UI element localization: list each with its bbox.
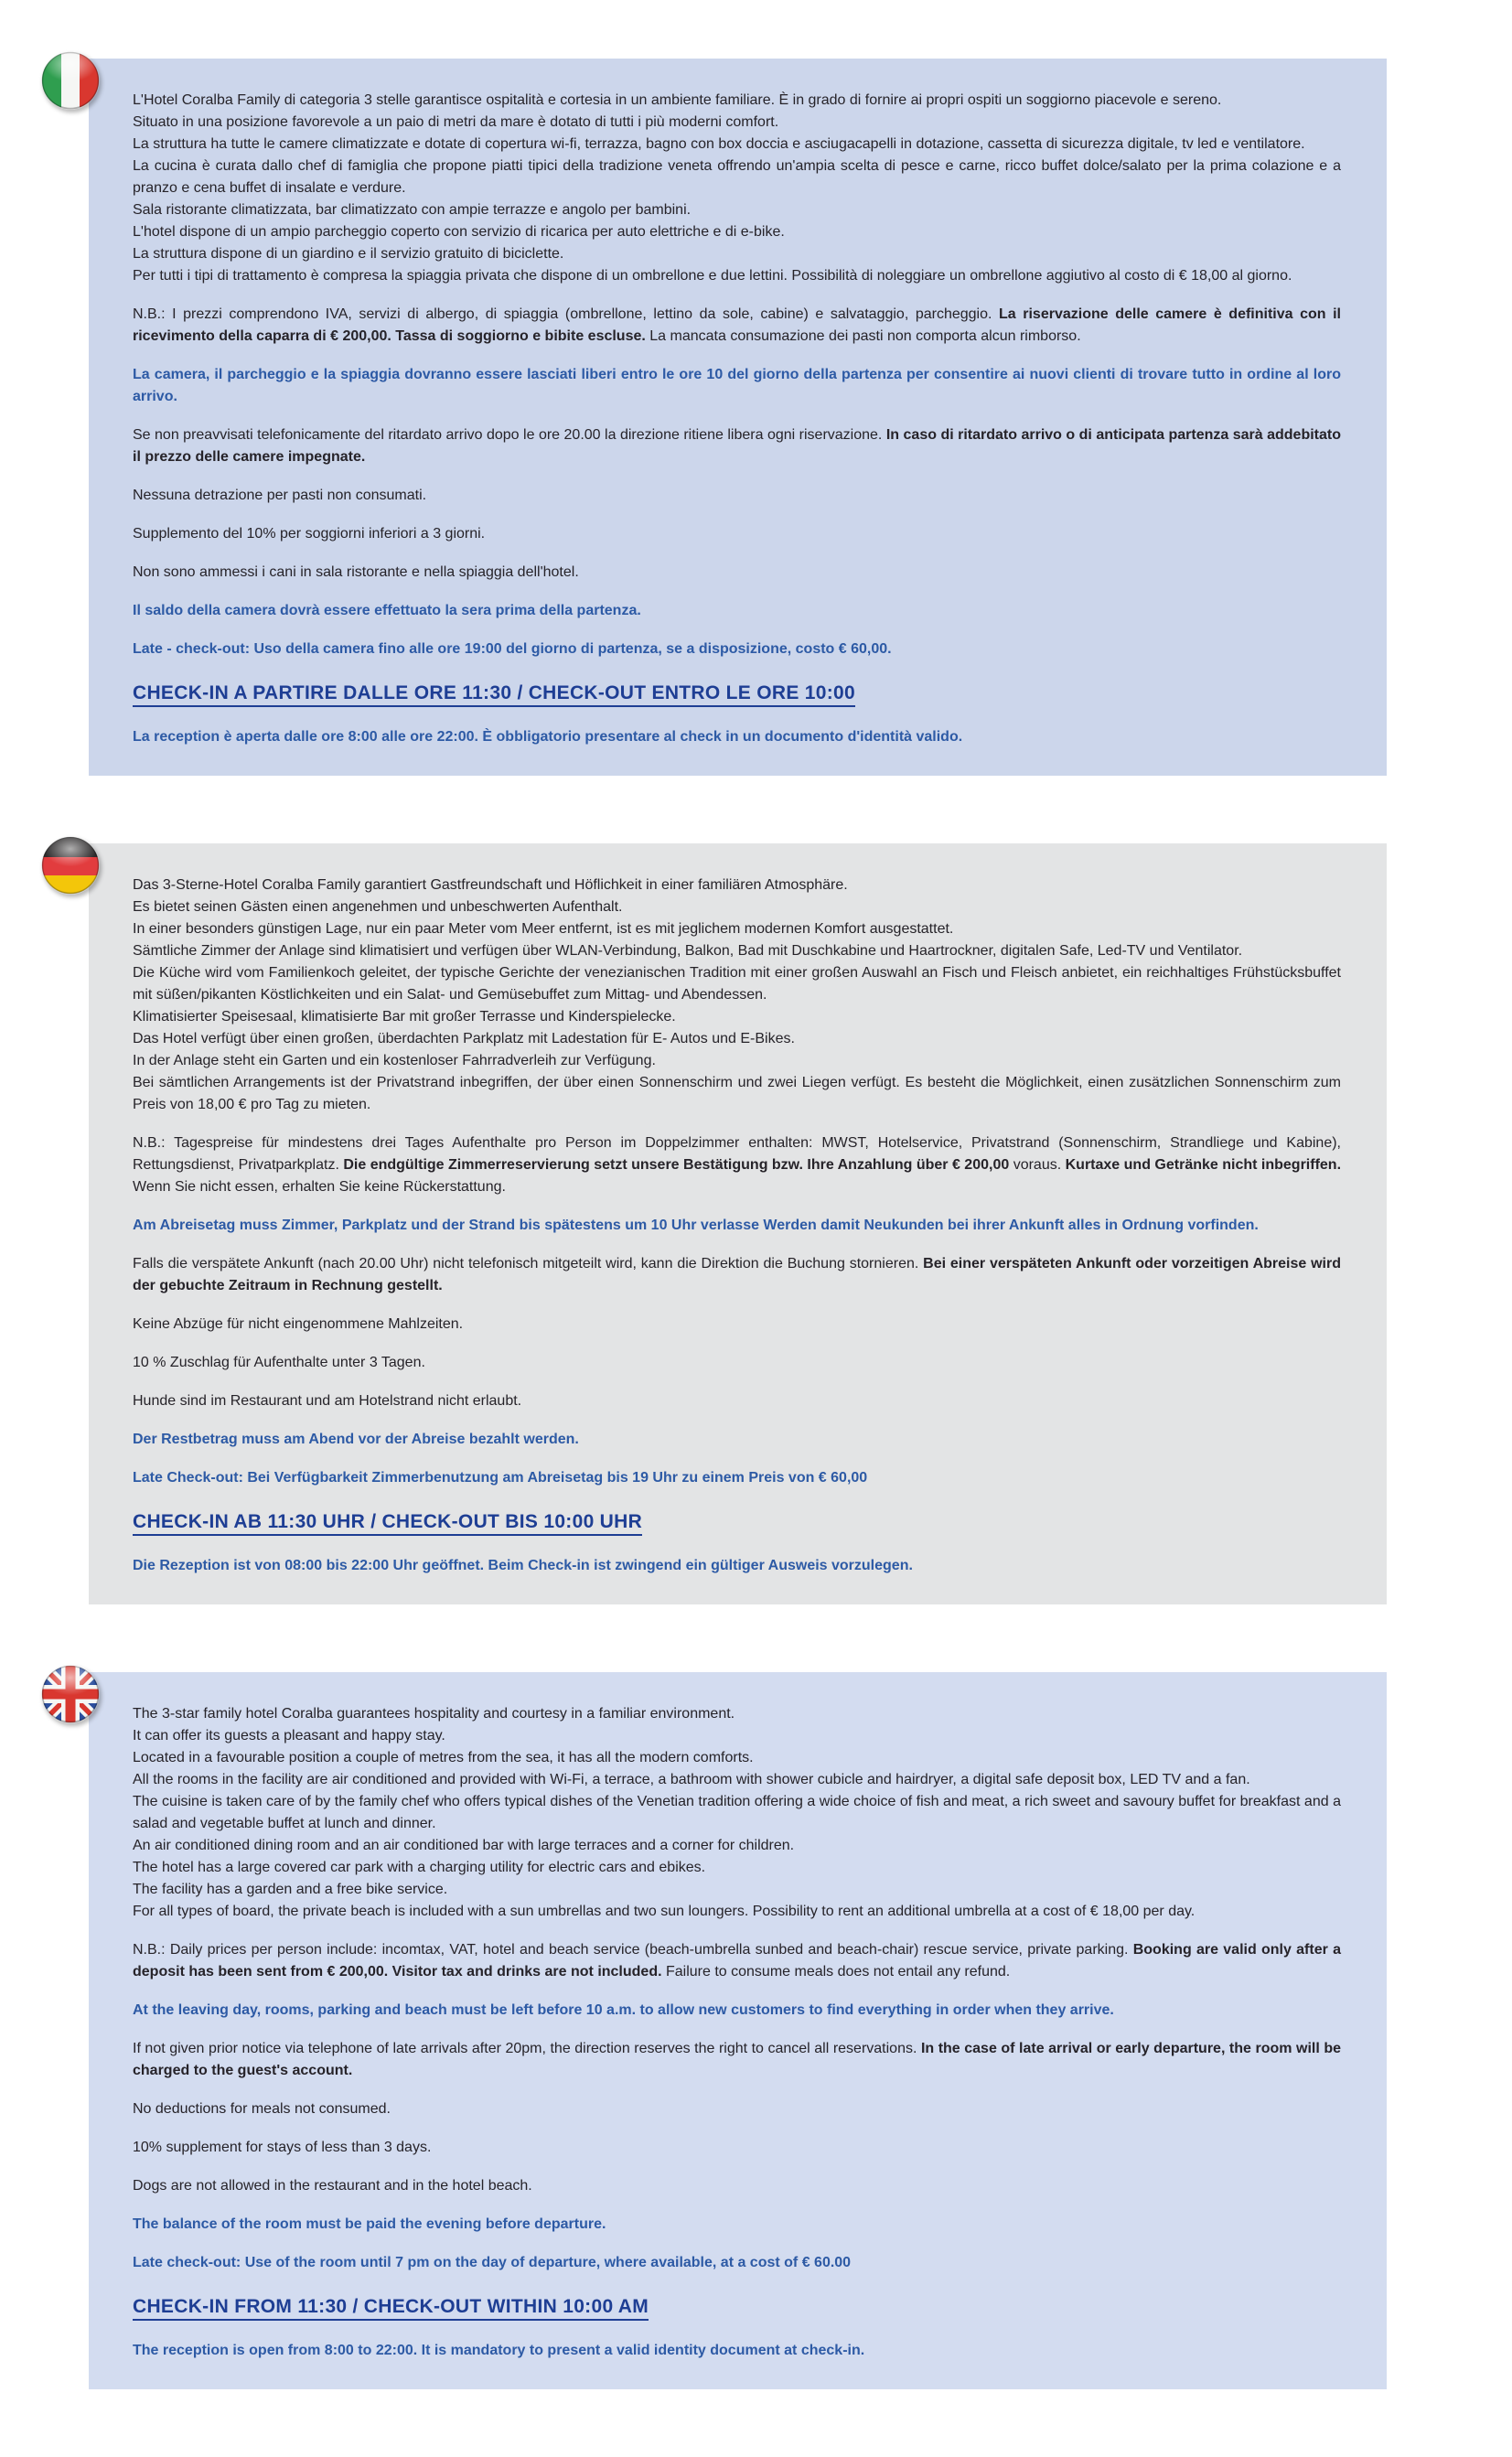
text-line: An air conditioned dining room and an air conditioned bar with large terraces and a corner for children.: [133, 1838, 795, 1853]
paragraph: [133, 2098, 1341, 2120]
notice-paragraph: [133, 1429, 1341, 1451]
notice-paragraph: [133, 2214, 1341, 2236]
text-run: At the leaving day, rooms, parking and beach must be left before 10 a.m. to allow new customers to find everything in order when they arrive.: [133, 2002, 1114, 2018]
section-english: [89, 1672, 1387, 2389]
text-line: The hotel has a large covered car park with a charging utility for electric cars and ebikes.: [133, 1860, 706, 1875]
text-run: N.B.: Daily prices per person include: incomtax, VAT, hotel and beach service (beach-umbrella sunbed and beach-chair) rescue service, private parking.: [133, 1942, 1133, 1958]
text-run: Late Check-out: Bei Verfügbarkeit Zimmerbenutzung am Abreisetag bis 19 Uhr zu einem Preis von € 60,00: [133, 1470, 868, 1486]
text-line: Located in a favourable position a couple of metres from the sea, it has all the modern comforts.: [133, 1750, 754, 1765]
text-line: La struttura ha tutte le camere climatizzate e dotate di copertura wi-fi, terrazza, bagno con box doccia e asciugacapelli in dotazione, cassetta di sicurezza digitale, tv led e ventilatore.: [133, 136, 1305, 152]
text-line: Die Küche wird vom Familienkoch geleitet, der typische Gerichte der venezianischen Tradition mit einer großen Auswahl an Fisch und Fleisch anbietet, ein reichhaltiges Frühstücksbuffet mit süßen/pikanten Köstlichkeiten und ein Salat- und Gemüsebuffet zum Mittag- und Abendessen.: [133, 965, 1341, 1003]
notice-paragraph: [133, 2340, 1341, 2362]
text-line: Sala ristorante climatizzata, bar climatizzato con ampie terrazze e angolo per bambini.: [133, 202, 692, 218]
text-run: voraus.: [1009, 1157, 1066, 1173]
text-line: Das Hotel verfügt über einen großen, überdachten Parkplatz mit Ladestation für E- Autos und E-Bikes.: [133, 1031, 795, 1046]
text-run: CHECK-IN FROM 11:30 / CHECK-OUT WITHIN 10:00 AM: [133, 2296, 649, 2317]
text-run: CHECK-IN A PARTIRE DALLE ORE 11:30 / CHECK-OUT ENTRO LE ORE 10:00: [133, 682, 855, 703]
text-line: All the rooms in the facility are air conditioned and provided with Wi-Fi, a terrace, a bathroom with shower cubicle and hairdryer, a digital safe deposit box, LED TV and a fan.: [133, 1772, 1250, 1787]
text-line: The facility has a garden and a free bike service.: [133, 1882, 448, 1897]
text-run: 10 % Zuschlag für Aufenthalte unter 3 Tagen.: [133, 1355, 425, 1370]
text-run: La mancata consumazione dei pasti non comporta alcun rimborso.: [645, 328, 1081, 344]
notice-paragraph: [133, 2000, 1341, 2022]
text-line: It can offer its guests a pleasant and happy stay.: [133, 1728, 445, 1744]
text-line: Es bietet seinen Gästen einen angenehmen und unbeschwerten Aufenthalt.: [133, 899, 623, 915]
text-line: Situato in una posizione favorevole a un paio di metri da mare è dotato di tutti i più moderni comfort.: [133, 114, 779, 130]
text-run: Late - check-out: Uso della camera fino alle ore 19:00 del giorno di partenza, se a disposizione, costo € 60,00.: [133, 641, 892, 657]
text-line: La struttura dispone di un giardino e il servizio gratuito di biciclette.: [133, 246, 564, 262]
text-run: Non sono ammessi i cani in sala ristorante e nella spiaggia dell'hotel.: [133, 564, 579, 580]
text-run: Die Rezeption ist von 08:00 bis 22:00 Uhr geöffnet. Beim Check-in ist zwingend ein gültiger Ausweis vorzulegen.: [133, 1558, 913, 1573]
paragraph: [133, 523, 1341, 545]
text-run: Se non preavvisati telefonicamente del ritardato arrivo dopo le ore 20.00 la direzione ritiene libera ogni riservazione.: [133, 427, 886, 443]
notice-paragraph: [133, 726, 1341, 748]
paragraph: [133, 2137, 1341, 2159]
text-run: N.B.: Tagespreise für mindestens drei Tages Aufenthalte pro Person im Doppelzimmer enthalten: MWST, Hotelservice, Privatstrand (Sonnenschirm, Strandliege und Kabine), Rettungsdienst, Privatparkplatz.: [133, 1135, 1341, 1173]
text-run: Falls die verspätete Ankunft (nach 20.00 Uhr) nicht telefonisch mitgeteilt wird, kann die Direktion die Buchung stornieren.: [133, 1256, 924, 1271]
text-run: No deductions for meals not consumed.: [133, 2101, 391, 2117]
text-run: CHECK-IN AB 11:30 UHR / CHECK-OUT BIS 10:00 UHR: [133, 1511, 643, 1532]
text-run: If not given prior notice via telephone of late arrivals after 20pm, the direction reserves the right to cancel all reservations.: [133, 2041, 921, 2056]
text-run: La camera, il parcheggio e la spiaggia dovranno essere lasciati liberi entro le ore 10 del giorno della partenza per consentire ai nuovi clienti di trovare tutto in ordine al loro arrivo.: [133, 367, 1341, 404]
text-run: Der Restbetrag muss am Abend vor der Abreise bezahlt werden.: [133, 1432, 579, 1447]
paragraph: [133, 2038, 1341, 2082]
text-run: Die endgültige Zimmerreservierung setzt unsere Bestätigung bzw. Ihre Anzahlung über € 200,00: [343, 1157, 1010, 1173]
paragraph: [133, 1314, 1341, 1336]
text-run: In caso di ritardato arrivo o di anticipata partenza sarà addebitato il prezzo delle camere impegnate.: [133, 427, 1342, 465]
text-run: Il saldo della camera dovrà essere effettuato la sera prima della partenza.: [133, 603, 641, 618]
text-line: L'Hotel Coralba Family di categoria 3 stelle garantisce ospitalità e cortesia in un ambiente familiare. È in grado di fornire ai propri ospiti un soggiorno piacevole e sereno.: [133, 92, 1222, 108]
text-run: Am Abreisetag muss Zimmer, Parkplatz und der Strand bis spätestens um 10 Uhr verlasse Werden damit Neukunden bei ihrer Ankunft alles in Ordnung vorfinden.: [133, 1218, 1259, 1233]
paragraph: [133, 2175, 1341, 2197]
text-line: La cucina è curata dallo chef di famiglia che propone piatti tipici della tradizione veneta offrendo un'ampia scelta di pesce e carne, ricco buffet dolce/salato per la prima colazione e a pranzo e cena buffet di insalate e verdure.: [133, 158, 1341, 196]
text-run: La reception è aperta dalle ore 8:00 alle ore 22:00. È obbligatorio presentare al check in un documento d'identità valido.: [133, 729, 963, 745]
text-line: Sämtliche Zimmer der Anlage sind klimatisiert und verfügen über WLAN-Verbindung, Balkon, Bad mit Duschkabine und Haartrockner, digitalen Safe, Led-TV und Ventilator.: [133, 943, 1243, 959]
paragraph: [133, 485, 1341, 507]
intro-block: [133, 874, 1341, 1116]
germany-flag-icon: [41, 836, 100, 895]
intro-block: [133, 1703, 1341, 1923]
text-line: For all types of board, the private beach is included with a sun umbrellas and two sun loungers. Possibility to rent an additional umbrella at a cost of € 18,00 per day.: [133, 1904, 1196, 1919]
notice-paragraph: [133, 1555, 1341, 1577]
text-line: L'hotel dispone di un ampio parcheggio coperto con servizio di ricarica per auto elettriche e di e-bike.: [133, 224, 785, 240]
text-line: The 3-star family hotel Coralba guarantees hospitality and courtesy in a familiar environment.: [133, 1706, 735, 1722]
paragraph: [133, 304, 1341, 348]
text-run: Hunde sind im Restaurant und am Hotelstrand nicht erlaubt.: [133, 1393, 522, 1409]
text-run: Booking are valid only after a deposit has been sent from € 200,00. Visitor tax and drinks are not included.: [133, 1942, 1342, 1980]
section-german: [89, 843, 1387, 1604]
text-run: Dogs are not allowed in the restaurant and in the hotel beach.: [133, 2178, 532, 2194]
paragraph: [133, 1132, 1341, 1198]
notice-paragraph: [133, 638, 1341, 660]
text-line: Bei sämtlichen Arrangements ist der Privatstrand inbegriffen, der über einen Sonnenschirm und zwei Liegen verfügt. Es besteht die Möglichkeit, einen zusätzlichen Sonnenschirm zum Preis von 18,00 € pro Tag zu mieten.: [133, 1075, 1341, 1112]
paragraph: [133, 562, 1341, 584]
text-run: The balance of the room must be paid the evening before departure.: [133, 2216, 606, 2232]
section-italian: [89, 59, 1387, 776]
text-run: In the case of late arrival or early departure, the room will be charged to the guest's account.: [133, 2041, 1341, 2078]
checkin-checkout-heading: [133, 1507, 1341, 1539]
paragraph: [133, 1390, 1341, 1412]
text-run: The reception is open from 8:00 to 22:00. It is mandatory to present a valid identity document at check-in.: [133, 2343, 865, 2358]
notice-paragraph: [133, 2252, 1341, 2274]
checkin-checkout-heading: [133, 2292, 1341, 2323]
text-line: In der Anlage steht ein Garten und ein kostenloser Fahrradverleih zur Verfügung.: [133, 1053, 656, 1068]
text-line: Per tutti i tipi di trattamento è compresa la spiaggia privata che dispone di un ombrellone e due lettini. Possibilità di noleggiare un ombrellone aggiutivo al costo di € 18,00 al giorno.: [133, 268, 1292, 284]
paragraph: [133, 1253, 1341, 1297]
uk-flag-icon: [41, 1665, 100, 1723]
text-run: Keine Abzüge für nicht eingenommene Mahlzeiten.: [133, 1316, 464, 1332]
text-run: Late check-out: Use of the room until 7 pm on the day of departure, where available, at a cost of € 60.00: [133, 2255, 852, 2270]
notice-paragraph: [133, 600, 1341, 622]
text-run: Wenn Sie nicht essen, erhalten Sie keine Rückerstattung.: [133, 1179, 506, 1195]
paragraph: [133, 1352, 1341, 1374]
text-line: In einer besonders günstigen Lage, nur ein paar Meter vom Meer entfernt, ist es mit jeglichem modernen Komfort ausgestattet.: [133, 921, 954, 937]
text-line: The cuisine is taken care of by the family chef who offers typical dishes of the Venetian tradition offering a wide choice of fish and meat, a rich sweet and savoury buffet for breakfast and a salad and vegetable buffet at lunch and dinner.: [133, 1794, 1341, 1831]
paragraph: [133, 424, 1341, 468]
notice-paragraph: [133, 364, 1341, 408]
notice-paragraph: [133, 1215, 1341, 1237]
text-run: Kurtaxe und Getränke nicht inbegriffen.: [1065, 1157, 1342, 1173]
text-run: Supplemento del 10% per soggiorni inferiori a 3 giorni.: [133, 526, 486, 542]
text-run: La riservazione delle camere è definitiva con il ricevimento della caparra di € 200,00. Tassa di soggiorno e bibite escluse.: [133, 306, 1341, 344]
text-run: Bei einer verspäteten Ankunft oder vorzeitigen Abreise wird der gebuchte Zeitraum in Rechnung gestellt.: [133, 1256, 1341, 1293]
text-run: N.B.: I prezzi comprendono IVA, servizi di albergo, di spiaggia (ombrellone, lettino da sole, cabine) e salvataggio, parcheggio.: [133, 306, 1000, 322]
intro-block: [133, 90, 1341, 287]
text-run: Failure to consume meals does not entail any refund.: [661, 1964, 1011, 1980]
text-line: Das 3-Sterne-Hotel Coralba Family garantiert Gastfreundschaft und Höflichkeit in einer familiären Atmosphäre.: [133, 877, 848, 893]
notice-paragraph: [133, 1467, 1341, 1489]
paragraph: [133, 1939, 1341, 1983]
text-run: Nessuna detrazione per pasti non consumati.: [133, 488, 427, 503]
text-line: Klimatisierter Speisesaal, klimatisierte Bar mit großer Terrasse und Kinderspielecke.: [133, 1009, 676, 1025]
italy-flag-icon: [41, 51, 100, 110]
checkin-checkout-heading: [133, 679, 1341, 710]
text-run: 10% supplement for stays of less than 3 days.: [133, 2140, 432, 2155]
